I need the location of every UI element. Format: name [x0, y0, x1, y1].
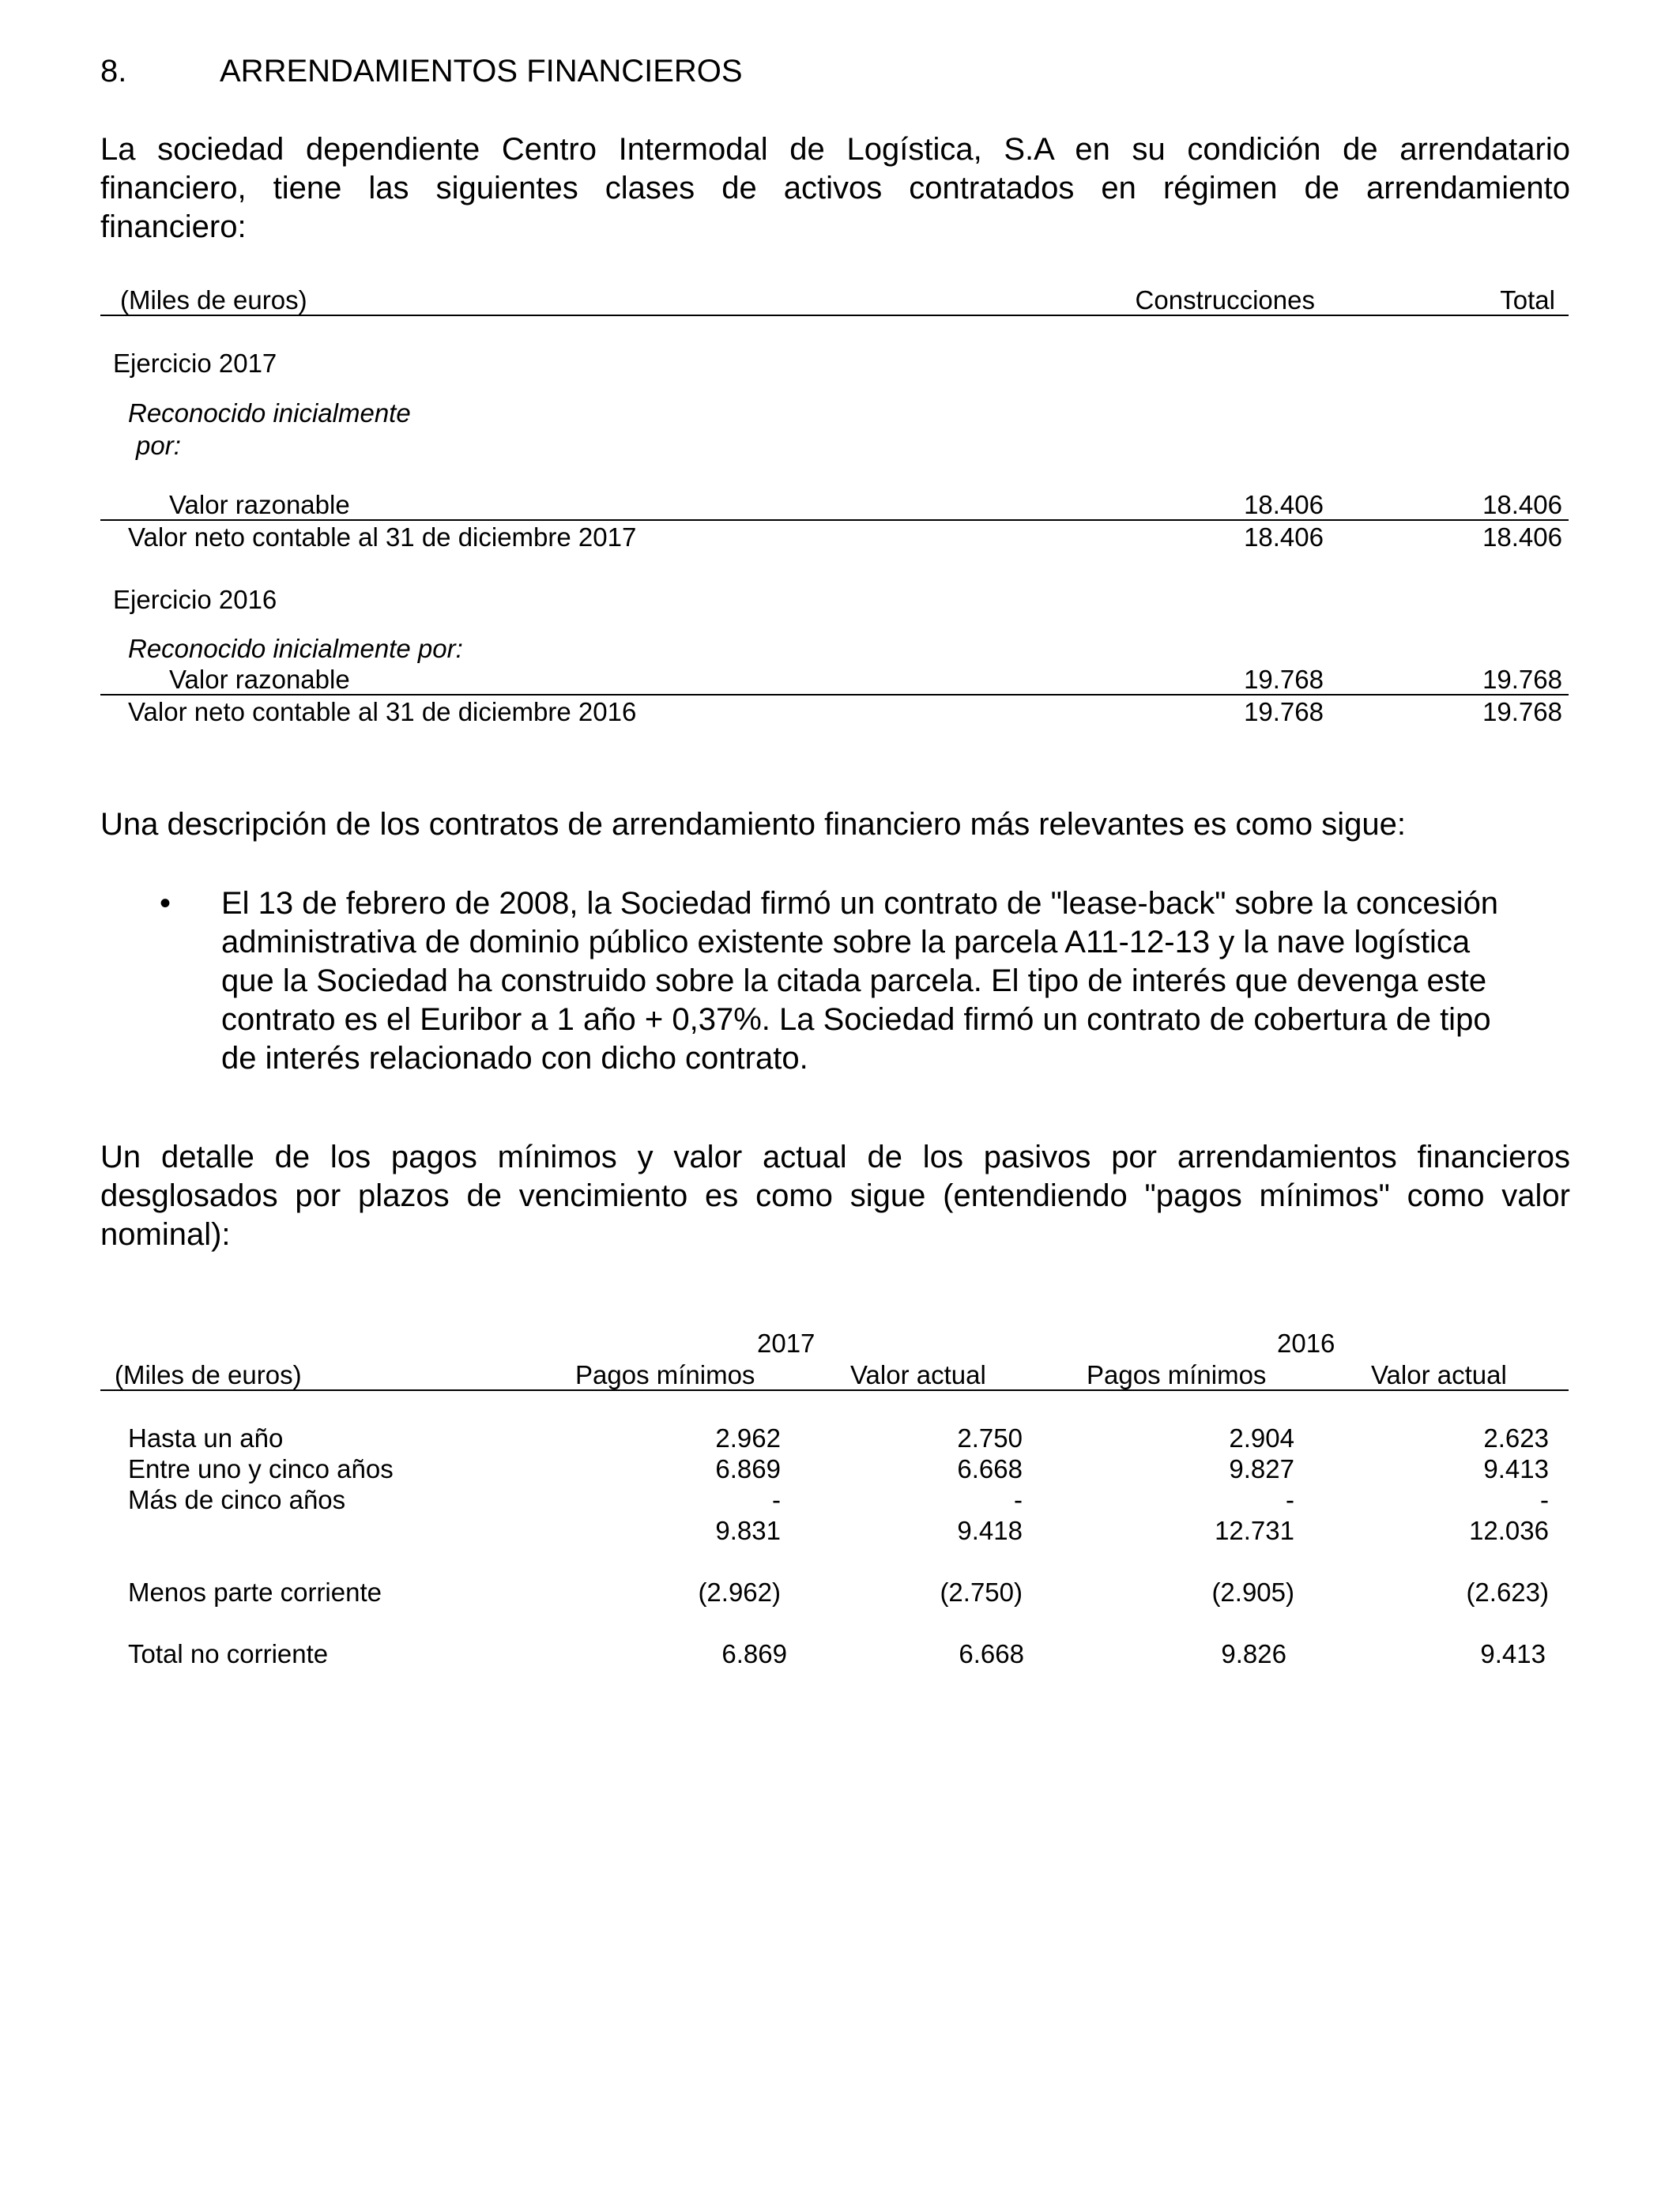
detail-paragraph	[100, 1138, 1570, 1254]
recognized-label: Reconocido inicialmente	[128, 398, 411, 428]
fair-value-construcciones: 19.768	[1244, 665, 1324, 694]
header-pagos-minimos-2016: Pagos mínimos	[1087, 1360, 1267, 1389]
row-value: 6.668	[957, 1454, 1023, 1483]
header-pagos-minimos-2017: Pagos mínimos	[575, 1360, 755, 1389]
fair-value-total: 19.768	[1482, 665, 1562, 694]
row-value: (2.905)	[1211, 1578, 1294, 1607]
bullet-line: contrato es el Euribor a 1 año + 0,37%. La Sociedad firmó un contrato de cobertura de tipo	[221, 1002, 1491, 1037]
net-value-2017-total: 18.406	[1482, 522, 1562, 552]
intro-line: La sociedad dependiente Centro Intermodal de Logística, S.A en su condición de arrendatario	[100, 132, 1570, 167]
row-value: (2.750)	[940, 1578, 1023, 1607]
subtotal-value: 12.731	[1215, 1516, 1294, 1545]
row-value: 2.750	[957, 1423, 1023, 1453]
detail-line: nominal):	[100, 1217, 231, 1252]
fair-value-construcciones: 18.406	[1244, 490, 1324, 519]
header-valor-actual-2016: Valor actual	[1371, 1360, 1507, 1389]
fair-value-label: Valor razonable	[169, 490, 350, 519]
total-value: 9.413	[1480, 1639, 1546, 1668]
net-value-2017-construcciones: 18.406	[1244, 522, 1324, 552]
description-text: Una descripción de los contratos de arrendamiento financiero más relevantes es como sigue:	[100, 807, 1406, 842]
asset-table-header-total: Total	[1500, 285, 1555, 315]
row-value: 9.827	[1229, 1454, 1294, 1483]
header-valor-actual-2017: Valor actual	[850, 1360, 986, 1389]
table-rule	[100, 1389, 1569, 1391]
section-title: ARRENDAMIENTOS FINANCIEROS	[220, 54, 743, 89]
recognized-label: Reconocido inicialmente por:	[128, 634, 463, 663]
row-value: 2.904	[1229, 1423, 1294, 1453]
year-2017-heading: 2017	[757, 1329, 816, 1358]
row-value: (2.623)	[1466, 1578, 1549, 1607]
row-value: 2.623	[1483, 1423, 1549, 1453]
section-number: 8.	[100, 54, 127, 89]
row-label: Hasta un año	[128, 1423, 284, 1453]
row-value: -	[1286, 1485, 1294, 1514]
intro-line: financiero, tiene las siguientes clases de activos contratados en régimen de arrendamiento	[100, 171, 1570, 205]
row-label: Menos parte corriente	[128, 1578, 382, 1607]
row-value: -	[1014, 1485, 1023, 1514]
row-value: 9.413	[1483, 1454, 1549, 1483]
row-label: Más de cinco años	[128, 1485, 346, 1514]
net-value-2017-label: Valor neto contable al 31 de diciembre 2017	[128, 522, 637, 552]
total-value: 6.668	[959, 1639, 1024, 1668]
subtotal-value: 12.036	[1469, 1516, 1549, 1545]
detail-line: desglosados por plazos de vencimiento es como sigue (entendiendo "pagos mínimos" como valor	[100, 1178, 1570, 1213]
intro-paragraph	[100, 130, 1570, 247]
bullet-line: de interés relacionado con dicho contrato.	[221, 1041, 808, 1076]
bullet-icon: •	[160, 886, 171, 921]
payments-table-header-label: (Miles de euros)	[115, 1360, 302, 1389]
row-value: -	[772, 1485, 781, 1514]
bullet-line: El 13 de febrero de 2008, la Sociedad firmó un contrato de "lease-back" sobre la concesión	[221, 886, 1499, 921]
row-value: (2.962)	[698, 1578, 781, 1607]
intro-line: financiero:	[100, 209, 247, 244]
detail-line: Un detalle de los pagos mínimos y valor actual de los pasivos por arrendamientos financieros	[100, 1140, 1570, 1174]
year-2016-heading: 2016	[1277, 1329, 1335, 1358]
row-label: Total no corriente	[128, 1639, 329, 1668]
bullet-line: administrativa de dominio público existente sobre la parcela A11-12-13 y la nave logística	[221, 925, 1471, 959]
asset-table-header-construcciones: Construcciones	[1135, 285, 1315, 315]
subtotal-value: 9.831	[715, 1516, 781, 1545]
year-2016-title: Ejercicio 2016	[113, 585, 277, 614]
asset-table-header-label: (Miles de euros)	[120, 285, 307, 315]
recognized-label-cont: por:	[136, 431, 181, 460]
net-value-2016-label: Valor neto contable al 31 de diciembre 2016	[128, 697, 637, 726]
total-value: 9.826	[1221, 1639, 1286, 1668]
fair-value-total: 18.406	[1482, 490, 1562, 519]
table-rule	[100, 315, 1569, 316]
row-label: Entre uno y cinco años	[128, 1454, 394, 1483]
subtotal-value: 9.418	[957, 1516, 1023, 1545]
row-value: 6.869	[715, 1454, 781, 1483]
table-rule	[100, 694, 1569, 696]
net-value-2016-construcciones: 19.768	[1244, 697, 1324, 726]
table-rule	[100, 519, 1569, 521]
bullet-paragraph	[221, 884, 1569, 1078]
fair-value-label: Valor razonable	[169, 665, 350, 694]
year-2017-title: Ejercicio 2017	[113, 349, 277, 378]
row-value: -	[1540, 1485, 1549, 1514]
total-value: 6.869	[721, 1639, 787, 1668]
net-value-2016-total: 19.768	[1482, 697, 1562, 726]
row-value: 2.962	[715, 1423, 781, 1453]
bullet-line: que la Sociedad ha construido sobre la citada parcela. El tipo de interés que devenga este	[221, 963, 1487, 998]
